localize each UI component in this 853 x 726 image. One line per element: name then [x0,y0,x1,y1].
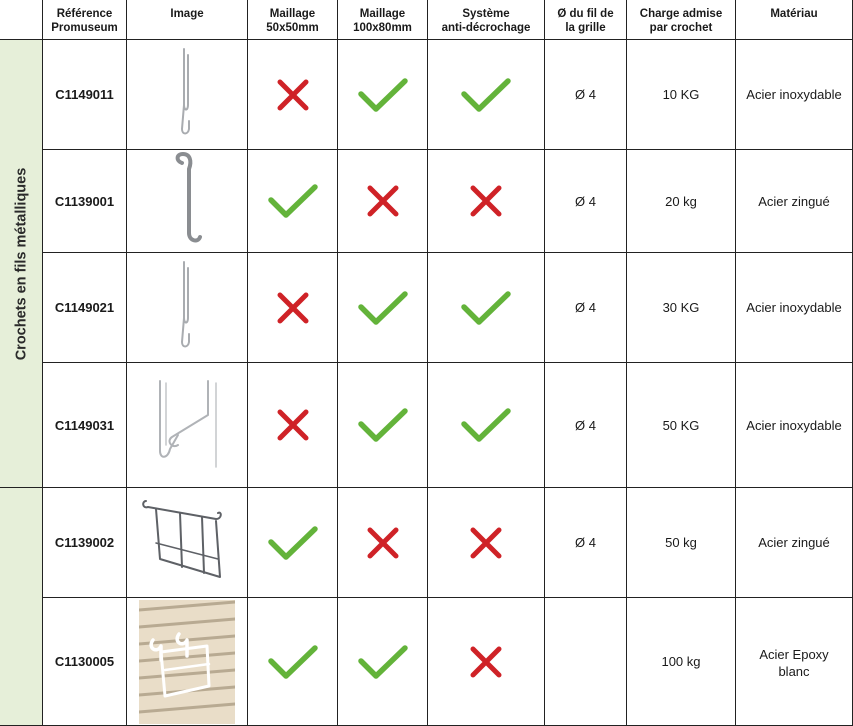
diameter-value: Ø 4 [575,417,596,433]
material-cell [736,253,853,363]
cross-icon [469,645,503,679]
reference-cell [43,363,127,488]
header-load [627,0,736,40]
group-label: Crochets en fils métalliques [13,167,29,360]
load-value: 30 KG [662,300,700,315]
reference-cell [43,40,127,150]
mesh-100-cell [338,150,428,253]
header-wire-diameter-label: Ø du fil de la grille [557,8,614,34]
mesh-100-cell [338,40,428,150]
load-value: 50 kg [665,535,697,550]
material-value: Acier Epoxy blanc [759,647,829,679]
image-cell [127,488,248,598]
header-reference [43,0,127,40]
check-icon [358,644,408,680]
load-value: 10 KG [662,87,700,102]
reference-value: C1139002 [54,535,115,550]
cross-icon [366,184,400,218]
wire-frame-hanger-icon [132,493,242,593]
anti-hook-cell [428,150,545,253]
load-value: 50 KG [662,417,700,433]
epoxy-frame-hanger-photo [139,600,235,724]
reference-cell [43,488,127,598]
check-icon [268,183,318,219]
diameter-cell [545,40,627,150]
material-cell [736,488,853,598]
mesh-100-cell [338,253,428,363]
cross-icon [469,526,503,560]
material-cell [736,150,853,253]
check-icon [461,407,511,443]
reference-value: C1139001 [54,193,115,209]
image-cell [127,363,248,488]
group-band-continued [0,488,43,726]
mesh-50-cell [248,598,338,726]
material-value: Acier inoxydable [746,300,842,315]
check-icon [461,77,511,113]
load-value: 20 kg [665,193,697,209]
header-mesh-100 [338,0,428,40]
load-cell [627,363,736,488]
material-cell [736,598,853,726]
load-cell [627,150,736,253]
anti-hook-cell [428,253,545,363]
header-image [127,0,248,40]
reference-value: C1149021 [54,300,115,315]
material-cell [736,40,853,150]
mesh-50-cell [248,150,338,253]
header-wire-diameter [545,0,627,40]
check-icon [268,525,318,561]
diameter-cell [545,150,627,253]
s-hook-icon [132,151,242,251]
mesh-50-cell [248,488,338,598]
image-cell [127,253,248,363]
diameter-value: Ø 4 [575,535,596,550]
reference-cell [43,598,127,726]
reference-value: C1149031 [54,417,115,433]
load-cell [627,598,736,726]
header-load-label: Charge admise par crochet [639,8,723,34]
load-cell [627,253,736,363]
load-cell [627,488,736,598]
reference-cell [43,253,127,363]
header-corner [0,0,43,40]
check-icon [358,290,408,326]
anti-hook-cell [428,598,545,726]
mesh-100-cell [338,363,428,488]
header-mesh-100-label: Maillage 100x80mm [353,8,412,34]
header-material [736,0,853,40]
header-anti-hook [428,0,545,40]
reference-cell [43,150,127,253]
load-value: 100 kg [661,654,701,669]
mesh-50-cell [248,253,338,363]
material-value: Acier zingué [758,535,830,550]
check-icon [461,290,511,326]
header-material-label: Matériau [770,8,818,20]
image-cell [127,150,248,253]
anti-hook-cell [428,40,545,150]
diameter-value: Ø 4 [575,300,596,315]
material-cell [736,363,853,488]
material-value: Acier zingué [758,193,830,209]
single-wire-hook-icon [132,258,242,358]
reference-value: C1149011 [55,87,114,102]
header-reference-label: Référence Promuseum [51,8,118,34]
diameter-cell [545,363,627,488]
material-value: Acier inoxydable [746,87,842,102]
image-cell [127,40,248,150]
cross-icon [469,184,503,218]
diameter-value: Ø 4 [575,193,596,209]
material-value: Acier inoxydable [746,417,842,433]
group-band [0,40,43,488]
load-cell [627,40,736,150]
diameter-cell [545,488,627,598]
mesh-100-cell [338,598,428,726]
check-icon [358,407,408,443]
mesh-50-cell [248,363,338,488]
header-anti-hook-label: Système anti-décrochage [441,8,531,34]
diameter-cell [545,253,627,363]
diameter-cell [545,598,627,726]
header-mesh-50 [248,0,338,40]
image-cell [127,598,248,726]
check-icon [358,77,408,113]
cross-icon [276,291,310,325]
anti-hook-cell [428,363,545,488]
header-image-label: Image [170,8,204,20]
cross-icon [276,408,310,442]
reference-value: C1130005 [54,654,115,669]
double-wire-hook-icon [132,375,242,475]
anti-hook-cell [428,488,545,598]
cross-icon [366,526,400,560]
check-icon [268,644,318,680]
mesh-50-cell [248,40,338,150]
single-wire-hook-icon [132,45,242,145]
mesh-100-cell [338,488,428,598]
cross-icon [276,78,310,112]
header-mesh-50-label: Maillage 50x50mm [266,8,319,34]
diameter-value: Ø 4 [575,87,596,102]
